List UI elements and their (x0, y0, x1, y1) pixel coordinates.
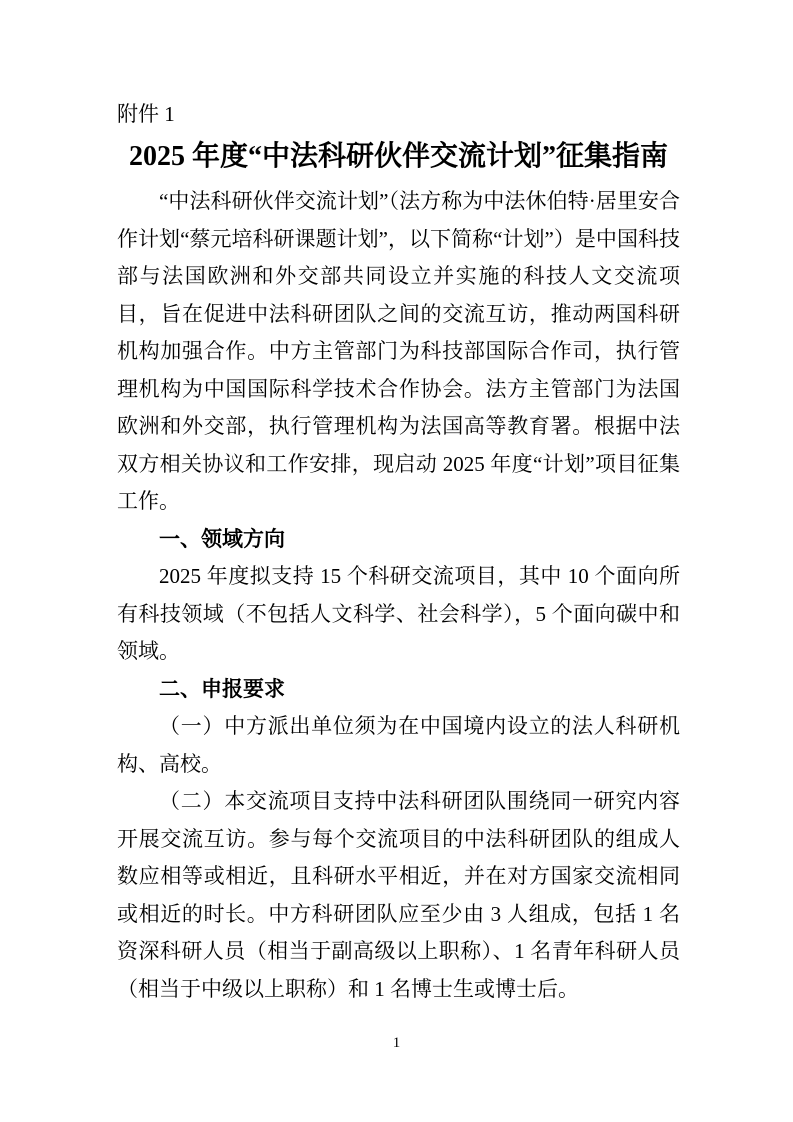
paragraph-fields-scope: 2025 年度拟支持 15 个科研交流项目，其中 10 个面向所有科技领域（不包括人文科学、社会科学），5 个面向碳中和领域。 (117, 564, 680, 663)
attachment-label: 附件 1 (117, 102, 175, 126)
page-number: 1 (392, 1035, 401, 1051)
paragraph-program-intro: “中法科研伙伴交流计划”（法方称为中法休伯特·居里安合作计划“蔡元培科研课题计划”，以下简称“计划”）是中国科技部与法国欧洲和外交部共同设立并实施的科技人文交流项目，旨在促进中法科研团队之间的交流互访，推动两国科研机构加强合作。中方主管部门为科技部国际合作司，执行管理机构为中国国际科学技术合作协会。法方主管部门为法国欧洲和外交部，执行管理机构为法国高等教育署。根据中法双方相关协议和工作安排，现启动 2025 年度“计划”项目征集工作。 (117, 189, 680, 513)
document-title: 2025 年度“中法科研伙伴交流计划”征集指南 (128, 141, 668, 172)
section-heading-fields: 一、领域方向 (159, 527, 285, 551)
paragraph-requirement-2: （二）本交流项目支持中法科研团队围绕同一研究内容开展交流互访。参与每个交流项目的中法科研团队的组成人数应相等或相近，且科研水平相近，并在对方国家交流相同或相近的时长。中方科研团队应至少由 3 人组成，包括 1 名资深科研人员（相当于副高级以上职称）、1 名青年科研人员（相当于中级以上职称）和 1 名博士生或博士后。 (117, 789, 680, 1001)
paragraph-requirement-1: （一）中方派出单位须为在中国境内设立的法人科研机构、高校。 (117, 714, 680, 776)
document-content (117, 101, 680, 1008)
section-heading-application-requirements: 二、申报要求 (159, 677, 285, 701)
